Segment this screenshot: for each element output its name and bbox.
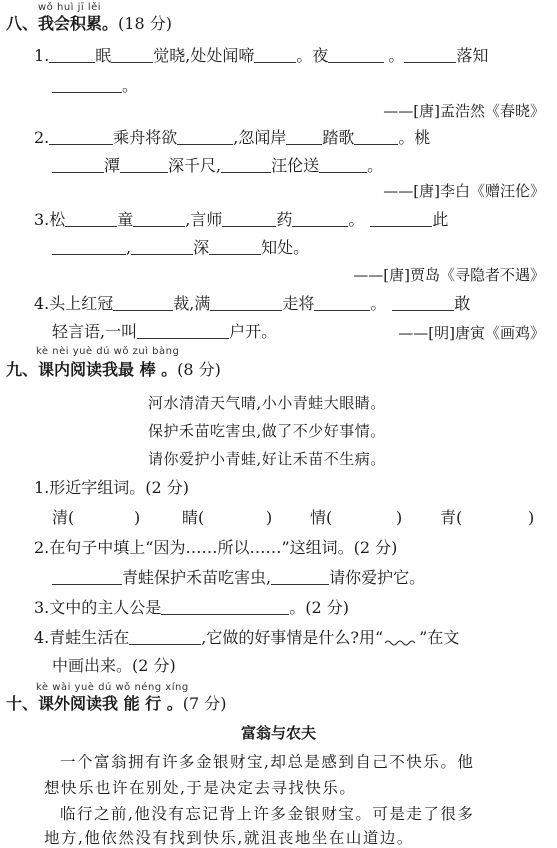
q2-text: 潭 (104, 156, 121, 175)
s8-q4-line1 (34, 294, 470, 314)
blank[interactable] (49, 47, 95, 63)
blank[interactable] (286, 129, 322, 145)
blank[interactable] (370, 211, 432, 227)
section8-title: 八、我会积累。 (6, 14, 119, 33)
source-xunyinzhe: ——[唐]贾岛《寻隐者不遇》 (353, 266, 545, 284)
blank[interactable] (49, 129, 113, 145)
section9-score: (8 分) (177, 360, 221, 379)
s8-q4-line2 (52, 322, 277, 342)
source-zengwanglun: ——[唐]李白《赠汪伦》 (383, 182, 545, 200)
story-paragraph: 地方,他依然没有找到快乐,就沮丧地坐在山道边。 (44, 829, 414, 847)
blank[interactable] (52, 77, 122, 93)
blank[interactable] (328, 47, 384, 63)
blank[interactable] (210, 295, 282, 311)
blank[interactable] (120, 157, 168, 173)
q2-text: 。 (367, 156, 384, 175)
char-qing: 清( (52, 508, 75, 527)
section8-heading (6, 14, 172, 34)
blank[interactable] (113, 295, 173, 311)
section10-heading (6, 694, 226, 714)
q4-text: 。 (370, 294, 387, 313)
q3-text: 。 (348, 210, 365, 229)
q1-text: 眠 (95, 46, 112, 65)
section9-heading (6, 360, 221, 380)
q3-text: , (126, 238, 132, 257)
source-huaji: ——[明]唐寅《画鸡》 (398, 324, 545, 342)
story-paragraph: 想快乐也许在别处,于是决定去寻找快乐。 (44, 779, 357, 797)
q2-text: 乘舟将欲 (113, 128, 178, 147)
section10-score: (7 分) (182, 694, 227, 713)
blank[interactable] (177, 129, 233, 145)
q3-text: ,言师 (185, 210, 223, 229)
q1-text: 。夜 (296, 46, 329, 65)
q1-text: 落知 (456, 46, 489, 65)
q4-text: 4.青蛙生活在 (34, 628, 130, 647)
s9-q4 (34, 628, 459, 648)
blank[interactable] (319, 157, 367, 173)
q3-text: 此 (432, 210, 449, 229)
s9-q3 (34, 598, 349, 618)
blank[interactable] (254, 47, 296, 63)
section8-pinyin: wǒ huì jī lěi (38, 2, 102, 13)
blank[interactable] (292, 211, 348, 227)
blank[interactable] (133, 211, 185, 227)
wavy-underline-icon (383, 637, 419, 647)
q4-number: 4. (34, 294, 50, 313)
char-qing3: 青( (440, 508, 463, 527)
poem-line: 河水清清天气晴,小小青蛙大眼睛。 (148, 394, 386, 412)
blank[interactable] (221, 157, 271, 173)
q3-number: 3. (34, 210, 50, 229)
q1-text: 觉晓,处处闻啼 (153, 46, 255, 65)
blank[interactable] (209, 239, 261, 255)
q4-text: 头上红冠 (49, 294, 114, 313)
s8-q2-line2 (52, 156, 383, 176)
s9-q4-line2: 中画出来。(2 分) (52, 656, 176, 675)
q3-text: 松 (49, 210, 66, 229)
section10-title: 十、课外阅读我 能 行 。 (6, 694, 183, 713)
q1-text: 。 (122, 76, 139, 95)
char-jing: 睛( (182, 508, 205, 527)
q4-text: 轻言语,一叫 (52, 322, 138, 341)
close-paren: ) (396, 508, 403, 527)
blank[interactable] (131, 239, 193, 255)
s9-q2: 2.在句子中填上“因为……所以……”这组词。(2 分) (34, 538, 398, 557)
blank[interactable] (65, 211, 117, 227)
blank[interactable] (52, 239, 126, 255)
q4-text: 裁,满 (173, 294, 211, 313)
q2-text: 深千尺, (168, 156, 222, 175)
q2-text: ,忽闻岸 (233, 128, 287, 147)
q1-number: 1. (34, 46, 50, 65)
section10-pinyin: kè wài yuè dú wǒ néng xíng (36, 682, 189, 693)
q4-text: 敢 (454, 294, 471, 313)
char-qing2: 情( (310, 508, 333, 527)
s8-q3-line2 (52, 238, 309, 258)
q4-text: ,它做的好事情是什么?用“ (201, 628, 384, 647)
s8-q1-line2 (52, 76, 138, 96)
q2-text: 请你爱护它。 (329, 568, 426, 587)
story-paragraph: 一个富翁拥有许多金银财宝,却总是感到自己不快乐。他 (60, 753, 475, 771)
s8-q2-line1 (34, 128, 430, 148)
blank[interactable] (354, 129, 398, 145)
poem-line: 请你爱护小青蛙,好让禾苗不生病。 (148, 450, 386, 468)
blank[interactable] (271, 569, 329, 585)
q3-text: 知处。 (261, 238, 310, 257)
blank[interactable] (392, 295, 454, 311)
source-chunxiao: ——[唐]孟浩然《春晓》 (383, 102, 545, 120)
q3-text: 药 (276, 210, 293, 229)
close-paren: ) (266, 508, 273, 527)
story-paragraph: 临行之前,他没有忘记背上许多金银财宝。可是走了很多 (60, 805, 475, 823)
poem-line: 保护禾苗吃害虫,做了不少好事情。 (148, 422, 386, 440)
s9-q2-line2 (52, 568, 425, 588)
blank[interactable] (52, 569, 122, 585)
blank[interactable] (52, 157, 104, 173)
q2-text: 。桃 (398, 128, 431, 147)
blank[interactable] (129, 629, 201, 645)
blank[interactable] (161, 599, 289, 615)
close-paren: ) (528, 508, 535, 527)
s9-q1: 1.形近字组词。(2 分) (34, 478, 190, 497)
s8-q3-line1 (34, 210, 448, 230)
section8-score: (18 分) (118, 14, 172, 33)
q3-text: 3.文中的主人公是 (34, 598, 162, 617)
blank[interactable] (111, 47, 153, 63)
q3-text: 童 (117, 210, 134, 229)
q4-text: ”在文 (419, 628, 460, 647)
blank[interactable] (404, 47, 456, 63)
section9-title: 九、课内阅读我最 棒 。 (6, 360, 178, 379)
q2-text: 汪伦送 (271, 156, 320, 175)
blank[interactable] (222, 211, 276, 227)
blank[interactable] (314, 295, 370, 311)
story-title: 富翁与农夫 (240, 724, 316, 742)
q3-text: 。(2 分) (289, 598, 350, 617)
q3-text: 深 (193, 238, 210, 257)
q2-text: 青蛙保护禾苗吃害虫, (122, 568, 272, 587)
s8-q1-line1: 1. 眠 觉晓,处处闻啼 。夜 。 落知 (34, 46, 489, 65)
section9-pinyin: kè nèi yuè dú wǒ zuì bàng (36, 346, 180, 357)
blank[interactable] (137, 323, 229, 339)
close-paren: ) (134, 508, 141, 527)
q4-text: 走将 (282, 294, 315, 313)
q4-text: 户开。 (229, 322, 278, 341)
q2-number: 2. (34, 128, 50, 147)
q2-text: 踏歌 (322, 128, 355, 147)
